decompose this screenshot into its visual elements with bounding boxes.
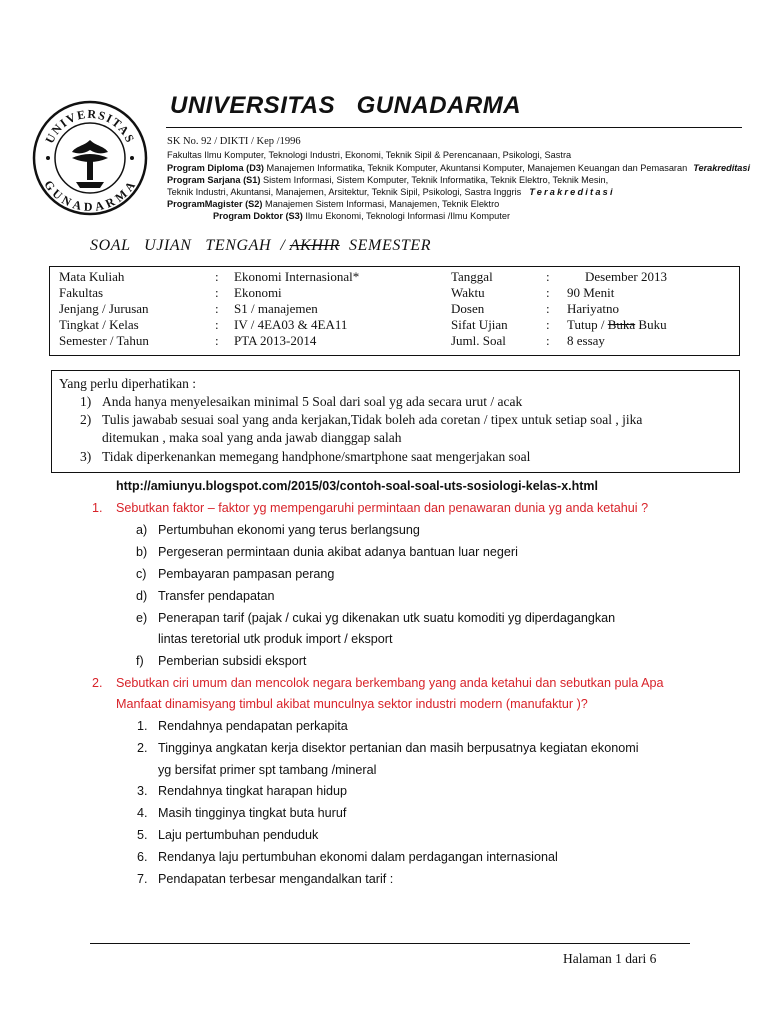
question-text: Sebutkan faktor – faktor yg mempengaruhi permintaan dan penawaran dunia yg anda ketahui ? [116,501,649,515]
info-value: Ekonomi [234,285,282,300]
source-url: http://amiunyu.blogspot.com/2015/03/contoh-soal-soal-uts-sosiologi-kelas-x.html [116,479,599,493]
answer-text: Rendahnya tingkat harapan hidup [158,784,348,798]
answer-label: e) [136,611,148,625]
program-line: Fakultas Ilmu Komputer, Teknologi Industri, Ekonomi, Teknik Sipil & Perencanaan, Psikologi, Sastra [167,150,572,160]
instruction-text: Tidak diperkenankan memegang handphone/smartphone saat mengerjakan soal [102,449,531,464]
answer-text: Rendanya laju pertumbuhan ekonomi dalam perdagangan internasional [158,850,558,864]
question-text: Manfaat dinamisyang timbul akibat munculnya sektor industri modern (manufaktur )? [116,697,588,711]
info-colon: : [546,317,550,332]
answer-label: 4. [137,806,148,820]
program-line: Program Diploma (D3) Manajemen Informatika, Teknik Komputer, Akuntansi Komputer, Manajemen Keuangan dan Pemasaran Terakreditasi [167,163,751,173]
struck-word: Buka [607,317,636,332]
info-colon: : [215,317,219,332]
info-colon: : [546,269,550,284]
exam-info-box [49,266,740,356]
instruction-number: 3) [80,449,92,464]
instruction-number: 1) [80,394,92,409]
answer-label: 5. [137,828,148,842]
info-value: Hariyatno [567,301,619,316]
info-value: S1 / manajemen [234,301,318,316]
answer-label: 2. [137,741,148,755]
answer-text: Pembayaran pampasan perang [158,567,335,581]
answer-label: d) [136,589,148,603]
answer-label: a) [136,523,148,537]
info-label: Waktu [451,285,485,300]
info-value: IV / 4EA03 & 4EA11 [234,317,348,332]
info-label: Juml. Soal [451,333,506,348]
info-value: Desember 2013 [585,269,667,284]
seal-text-bottom: GUNADARMA [41,177,139,214]
footer-divider [90,943,690,944]
info-colon: : [215,269,219,284]
answer-text: Pendapatan terbesar mengandalkan tarif : [158,872,394,886]
answer-text: Penerapan tarif (pajak / cukai yg dikenakan utk suatu komoditi yg diperdagangkan [158,611,616,625]
instruction-number: 2) [80,412,92,427]
program-line: Teknik Industri, Akuntansi, Manajemen, Arsitektur, Teknik Sipil, Psikologi, Sastra Inggris Terakreditasi [167,187,615,197]
answer-text: yg bersifat primer spt tambang /mineral [158,763,377,777]
info-label: Sifat Ujian [451,317,508,332]
university-seal-logo [32,100,148,216]
answer-text: lintas teretorial utk produk import / eksport [158,632,393,646]
question-number: 1. [92,501,103,515]
answer-text: Pertumbuhan ekonomi yang terus berlangsung [158,523,420,537]
info-colon: : [546,285,550,300]
page-number: Halaman 1 dari 6 [563,951,657,966]
answer-label: 3. [137,784,148,798]
answer-label: c) [136,567,147,581]
info-label: Jenjang / Jurusan [59,301,149,316]
question-text: Sebutkan ciri umum dan mencolok negara berkembang yang anda ketahui dan sebutkan pula Apa [116,676,664,690]
answer-text: Pergeseran permintaan dunia akibat adanya bantuan luar negeri [158,545,518,559]
exam-title: SOAL UJIAN TENGAH / AKHIR SEMESTER [90,237,432,254]
info-label: Tanggal [451,269,493,284]
answer-label: b) [136,545,148,559]
university-name: UNIVERSITAS GUNADARMA [170,92,522,119]
answer-text: Rendahnya pendapatan perkapita [158,719,348,733]
info-value: Ekonomi Internasional* [234,269,360,284]
answer-text: Transfer pendapatan [158,589,275,603]
instructions-box [51,370,740,473]
program-line: Program Doktor (S3) Ilmu Ekonomi, Teknologi Informasi /Ilmu Komputer [213,211,511,221]
header-divider [166,127,742,128]
answer-text: Masih tingginya tingkat buta huruf [158,806,347,820]
instructions-heading: Yang perlu diperhatikan : [59,376,196,391]
answer-label: 6. [137,850,148,864]
program-line: Program Sarjana (S1) Sistem Informasi, Sistem Komputer, Teknik Informatika, Teknik Elektro, Teknik Mesin, [167,175,609,185]
instruction-text: ditemukan , maka soal yang anda jawab dianggap salah [102,430,402,445]
answer-text: Pemberian subsidi eksport [158,654,307,668]
info-colon: : [546,333,550,348]
info-label: Semester / Tahun [59,333,149,348]
answer-label: 7. [137,872,148,886]
info-colon: : [215,333,219,348]
answer-text: Laju pertumbuhan penduduk [158,828,319,842]
instruction-text: Anda hanya menyelesaikan minimal 5 Soal dari soal yg ada secara urut / acak [102,394,523,409]
instruction-text: Tulis jawabab sesuai soal yang anda kerjakan,Tidak boleh ada coretan / tipex untuk setiap soal , jika [102,412,643,427]
info-label: Fakultas [59,285,104,300]
info-colon: : [215,301,219,316]
info-colon: : [215,285,219,300]
info-value: 90 Menit [567,285,615,300]
answer-label: f) [136,654,144,668]
info-label: Tingkat / Kelas [59,317,139,332]
sk-number: SK No. 92 / DIKTI / Kep /1996 [167,136,301,147]
answer-text: Tingginya angkatan kerja disektor pertanian dan masih berpusatnya kegiatan ekonomi [158,741,639,755]
program-line: ProgramMagister (S2) Manajemen Sistem Informasi, Manajemen, Teknik Elektro [167,199,500,209]
seal-text-top: UNIVERSITAS [42,106,138,146]
answer-label: 1. [137,719,148,733]
info-value: PTA 2013-2014 [234,333,317,348]
info-colon: : [546,301,550,316]
info-value: 8 essay [567,333,605,348]
struck-word: AKHIR [289,237,340,254]
info-label: Mata Kuliah [59,269,125,284]
question-number: 2. [92,676,103,690]
info-label: Dosen [451,301,485,316]
info-value-sifat: Tutup / Buka Buku [567,317,667,332]
